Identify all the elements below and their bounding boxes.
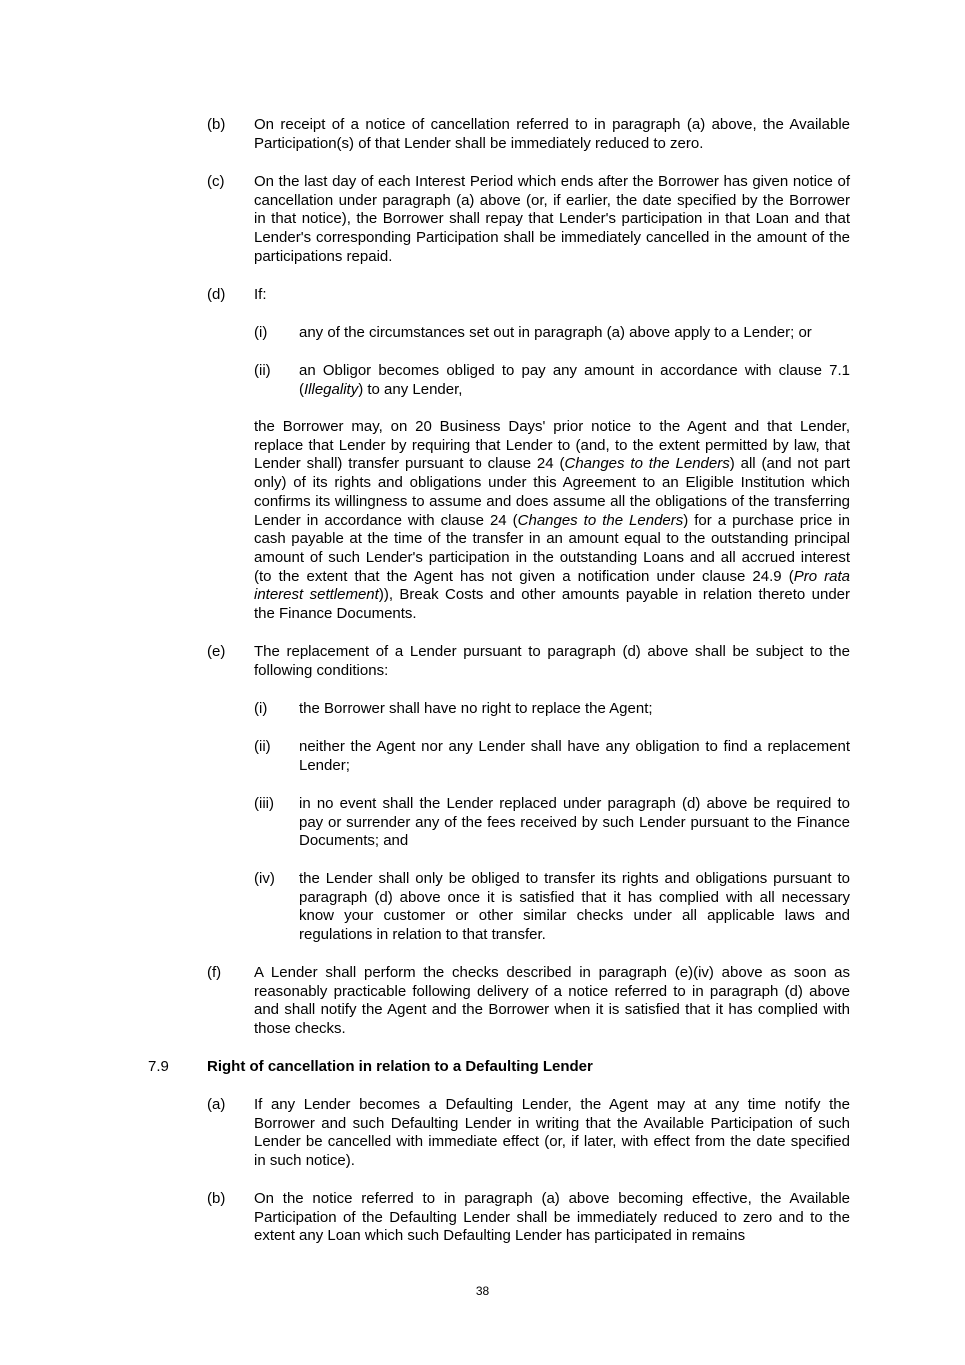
subparagraph-label: (i): [254, 700, 268, 717]
subparagraph-label: (iii): [254, 795, 274, 812]
paragraph-text: The replacement of a Lender pursuant to paragraph (d) above shall be subject to the following conditions:: [254, 643, 850, 679]
subparagraph-label: (ii): [254, 362, 271, 379]
paragraph-text: If:: [254, 286, 267, 303]
subparagraph-text: in no event shall the Lender replaced under paragraph (d) above be required to pay or surrender any of the fees received by such Lender pursuant to the Finance Documents; and: [299, 795, 850, 850]
subparagraph-label: (ii): [254, 738, 271, 755]
subparagraph-label: (iv): [254, 870, 275, 887]
paragraph-text: On the notice referred to in paragraph (a) above becoming effective, the Available Participation of the Defaulting Lender shall be immediately reduced to zero and to the extent any Loan which such Defaulting Lender has participated in remains: [254, 1190, 850, 1245]
section-title: Right of cancellation in relation to a Defaulting Lender: [207, 1058, 593, 1075]
paragraph-label: (b): [207, 116, 226, 133]
paragraph-text: On the last day of each Interest Period which ends after the Borrower has given notice of cancellation under paragraph (a) above (or, if earlier, the date specified by the Borrower in that notice), the Borrower shall repay that Lender's participation in that Loan and that Lender's corresponding Participation shall be immediately cancelled in the amount of the participations repaid.: [254, 173, 850, 265]
paragraph-label: (c): [207, 173, 225, 190]
paragraph-text: If any Lender becomes a Defaulting Lender, the Agent may at any time notify the Borrower and such Defaulting Lender in writing that the Available Participation of such Lender be cancelled with immediate effect (or, if later, with effect from the date specified in such notice).: [254, 1096, 850, 1170]
page-number: 38: [475, 1284, 490, 1298]
paragraph-label: (d): [207, 286, 226, 303]
subparagraph-text: the Lender shall only be obliged to transfer its rights and obligations pursuant to paragraph (d) above once it is satisfied that it has complied with all necessary know your customer or other similar checks under all applicable laws and regulations in relation to that transfer.: [299, 870, 850, 944]
paragraph-label: (a): [207, 1096, 226, 1113]
paragraph-label: (f): [207, 964, 222, 981]
paragraph-text: A Lender shall perform the checks described in paragraph (e)(iv) above as soon as reasonably practicable following delivery of a notice referred to in paragraph (d) above and shall notify the Agent and the Borrower when it is satisfied that it has complied with those checks.: [254, 964, 850, 1038]
subparagraph-text: any of the circumstances set out in paragraph (a) above apply to a Lender; or: [299, 324, 812, 341]
subparagraph-label: (i): [254, 324, 268, 341]
subparagraph-text: an Obligor becomes obliged to pay any amount in accordance with clause 7.1 (Illegality) to any Lender,: [299, 362, 850, 398]
paragraph-label: (e): [207, 643, 226, 660]
section-number: 7.9: [148, 1058, 169, 1075]
paragraph-label: (b): [207, 1190, 226, 1207]
paragraph-text: the Borrower may, on 20 Business Days' prior notice to the Agent and that Lender, replace that Lender by requiring that Lender to (and, to the extent permitted by law, that Lender shall) transfer pursuant to clause 24 (Changes to the Lenders) all (and not part only) of its rights and obligations under this Agreement to an Eligible Institution which confirms its willingness to assume and does assume all the obligations of the transferring Lender in accordance with clause 24 (Changes to the Lenders) for a purchase price in cash payable at the time of the transfer in an amount equal to the outstanding principal amount of such Lender's participation in the outstanding Loans and all accrued interest (to the extent that the Agent has not given a notification under clause 24.9 (Pro rata interest settlement)), Break Costs and other amounts payable in relation thereto under the Finance Documents.: [254, 418, 851, 623]
paragraph-text: On receipt of a notice of cancellation referred to in paragraph (a) above, the Available Participation(s) of that Lender shall be immediately reduced to zero.: [254, 116, 850, 152]
subparagraph-text: the Borrower shall have no right to replace the Agent;: [299, 700, 653, 717]
subparagraph-text: neither the Agent nor any Lender shall have any obligation to find a replacement Lender;: [299, 738, 850, 774]
